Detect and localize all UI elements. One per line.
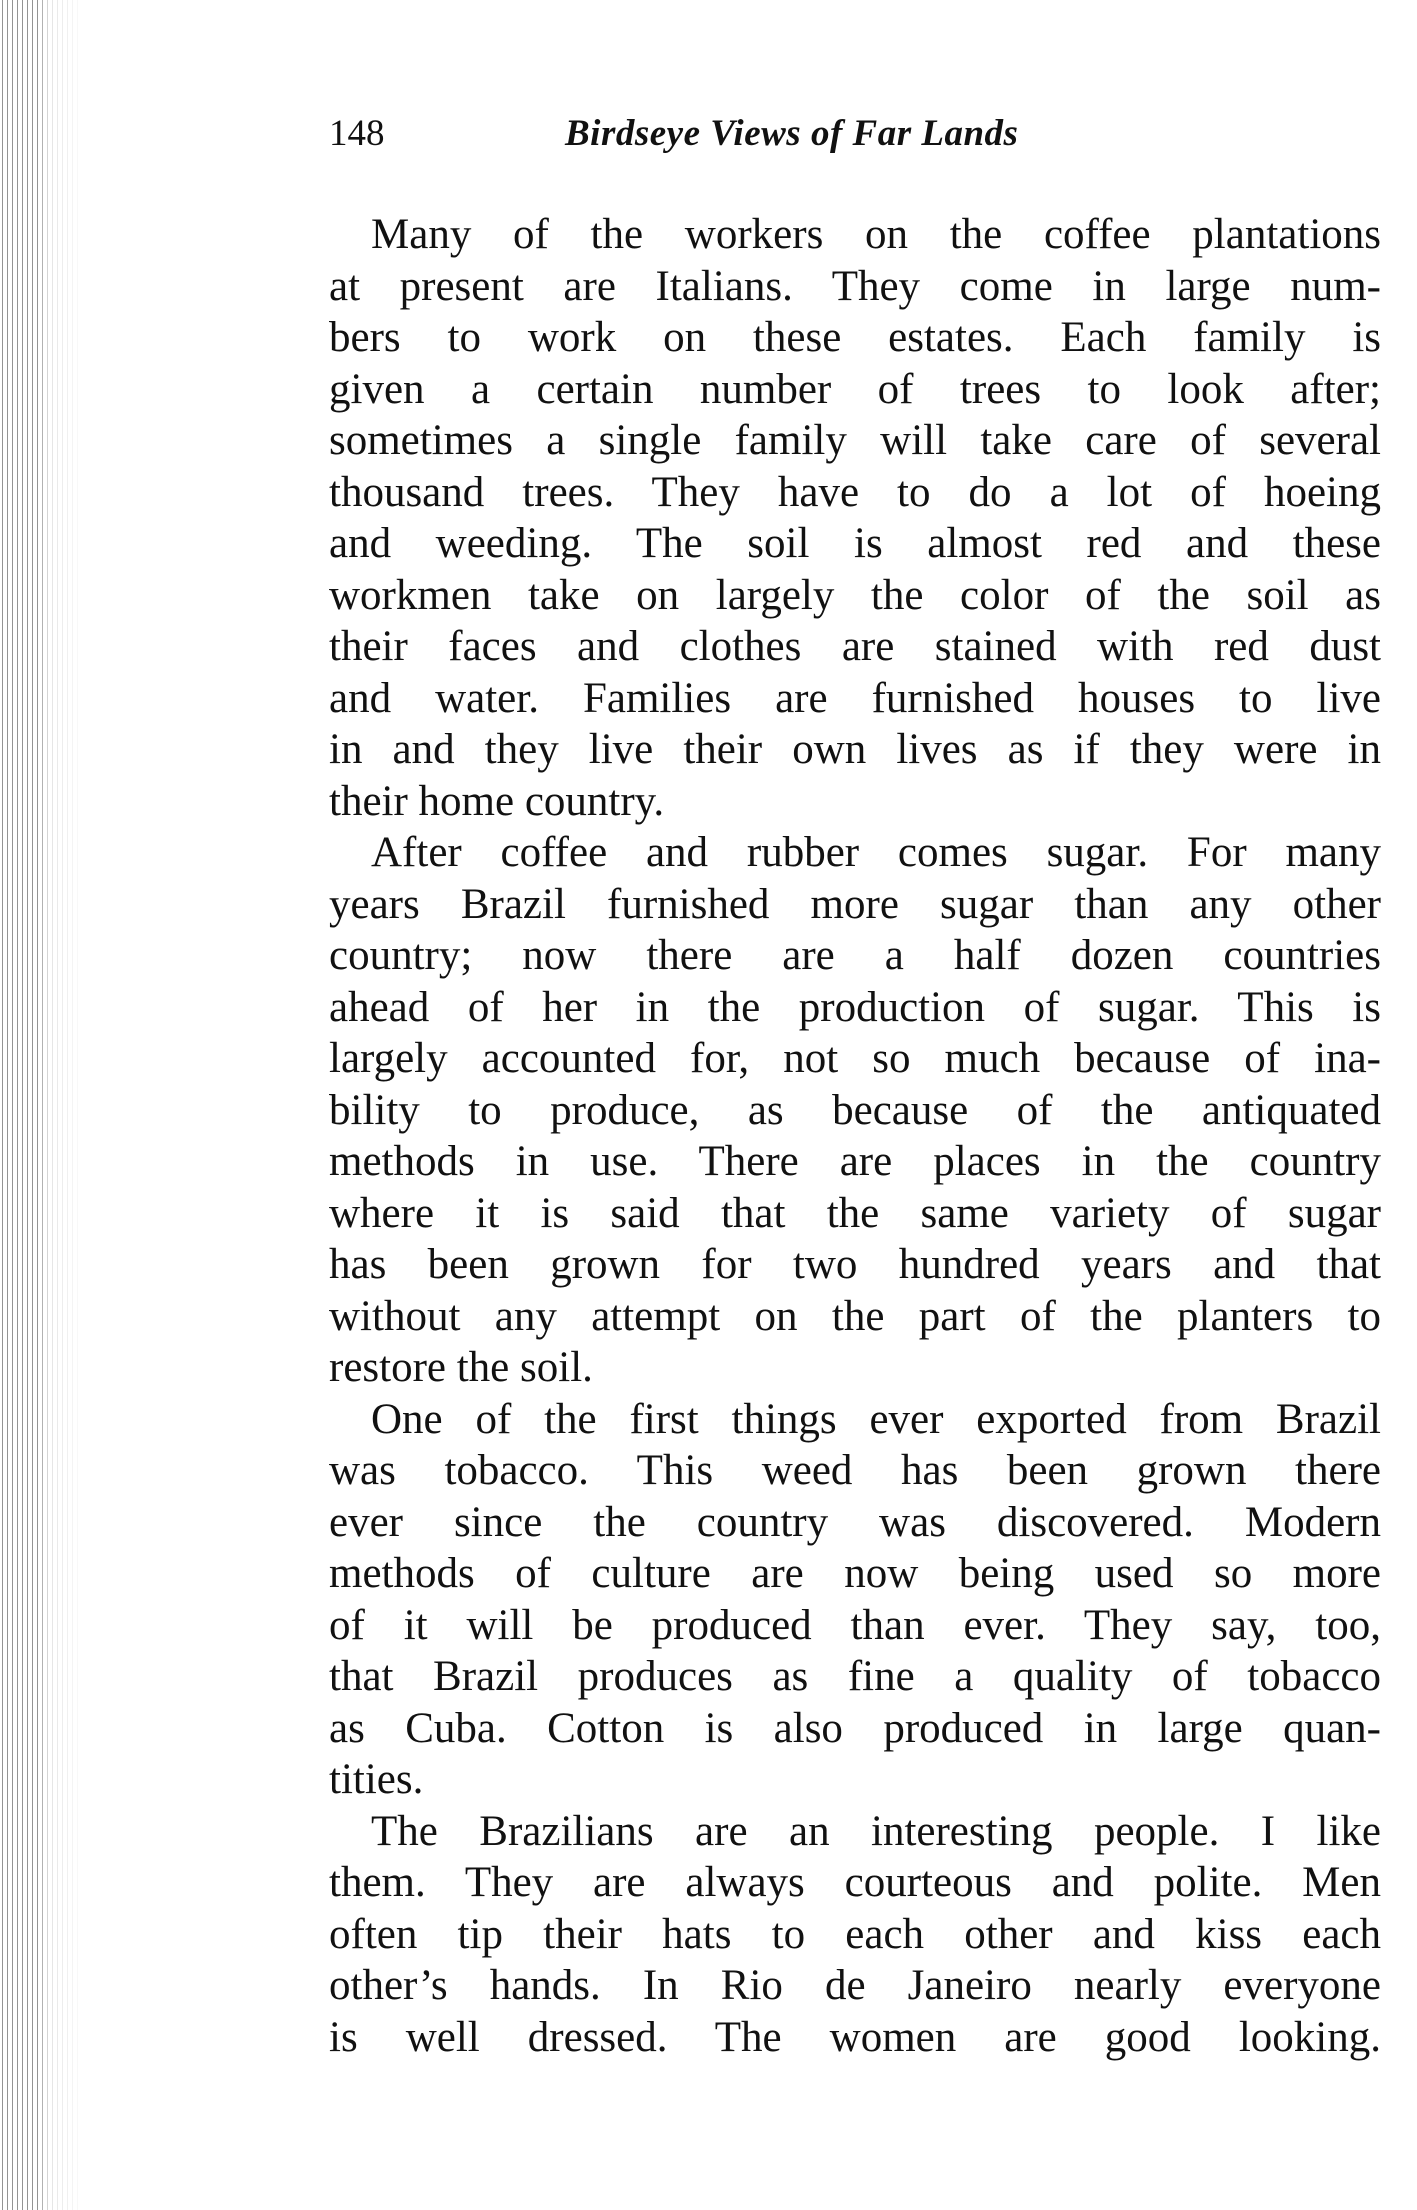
text-line: their home country.	[329, 777, 665, 825]
text-line: thousand trees. They have to do a lot of hoeing	[329, 468, 1381, 516]
book-binding-shadow	[0, 0, 80, 2210]
text-line: workmen take on largely the color of the soil as	[329, 571, 1381, 619]
paragraph	[329, 827, 1381, 1394]
text-line: years Brazil furnished more sugar than any other	[329, 880, 1381, 928]
text-line: given a certain number of trees to look after;	[329, 365, 1381, 413]
text-line: sometimes a single family will take care of several	[329, 417, 1381, 464]
text-line: their faces and clothes are stained with red dust	[329, 623, 1381, 670]
text-line: largely accounted for, not so much because of ina-	[329, 1035, 1381, 1082]
text-line: ahead of her in the production of sugar. This is	[329, 983, 1381, 1031]
text-line: often tip their hats to each other and kiss each	[329, 1910, 1381, 1958]
text-line: at present are Italians. They come in large num-	[329, 262, 1381, 310]
body-text	[329, 209, 1381, 2063]
text-line: of it will be produced than ever. They say, too,	[329, 1601, 1381, 1649]
text-line: without any attempt on the part of the planters to	[329, 1292, 1381, 1340]
text-line: is well dressed. The women are good looking.	[329, 2013, 1381, 2061]
paragraph	[329, 1806, 1381, 2064]
text-line: bers to work on these estates. Each family is	[329, 314, 1381, 361]
text-line: bility to produce, as because of the antiquated	[329, 1086, 1381, 1134]
text-line: other’s hands. In Rio de Janeiro nearly everyone	[329, 1962, 1381, 2009]
text-line: in and they live their own lives as if they were in	[329, 726, 1381, 773]
paragraph	[329, 209, 1381, 827]
text-line: them. They are always courteous and polite. Men	[329, 1859, 1381, 1906]
text-line: has been grown for two hundred years and that	[329, 1241, 1381, 1288]
text-line: Many of the workers on the coffee plantations	[371, 211, 1381, 258]
text-line: and weeding. The soil is almost red and these	[329, 520, 1381, 567]
text-line: The Brazilians are an interesting people. I like	[371, 1807, 1381, 1855]
page-header	[329, 112, 1381, 162]
paragraph	[329, 1394, 1381, 1806]
text-line: After coffee and rubber comes sugar. For many	[371, 829, 1381, 876]
text-line: methods in use. There are places in the country	[329, 1138, 1381, 1185]
text-line: where it is said that the same variety of sugar	[329, 1189, 1381, 1237]
text-line: restore the soil.	[329, 1344, 593, 1391]
page-number: 148	[329, 113, 385, 154]
text-line: country; now there are a half dozen countries	[329, 932, 1381, 979]
text-line: as Cuba. Cotton is also produced in large quan-	[329, 1704, 1381, 1752]
text-line: and water. Families are furnished houses to live	[329, 674, 1381, 722]
text-line: tities.	[329, 1756, 424, 1803]
text-line: ever since the country was discovered. Modern	[329, 1498, 1381, 1546]
text-line: One of the first things ever exported from Brazil	[371, 1395, 1381, 1443]
running-title: Birdseye Views of Far Lands	[565, 113, 1019, 154]
text-line: methods of culture are now being used so more	[329, 1550, 1381, 1597]
text-line: was tobacco. This weed has been grown there	[329, 1447, 1381, 1494]
text-line: that Brazil produces as fine a quality of tobacco	[329, 1653, 1381, 1700]
